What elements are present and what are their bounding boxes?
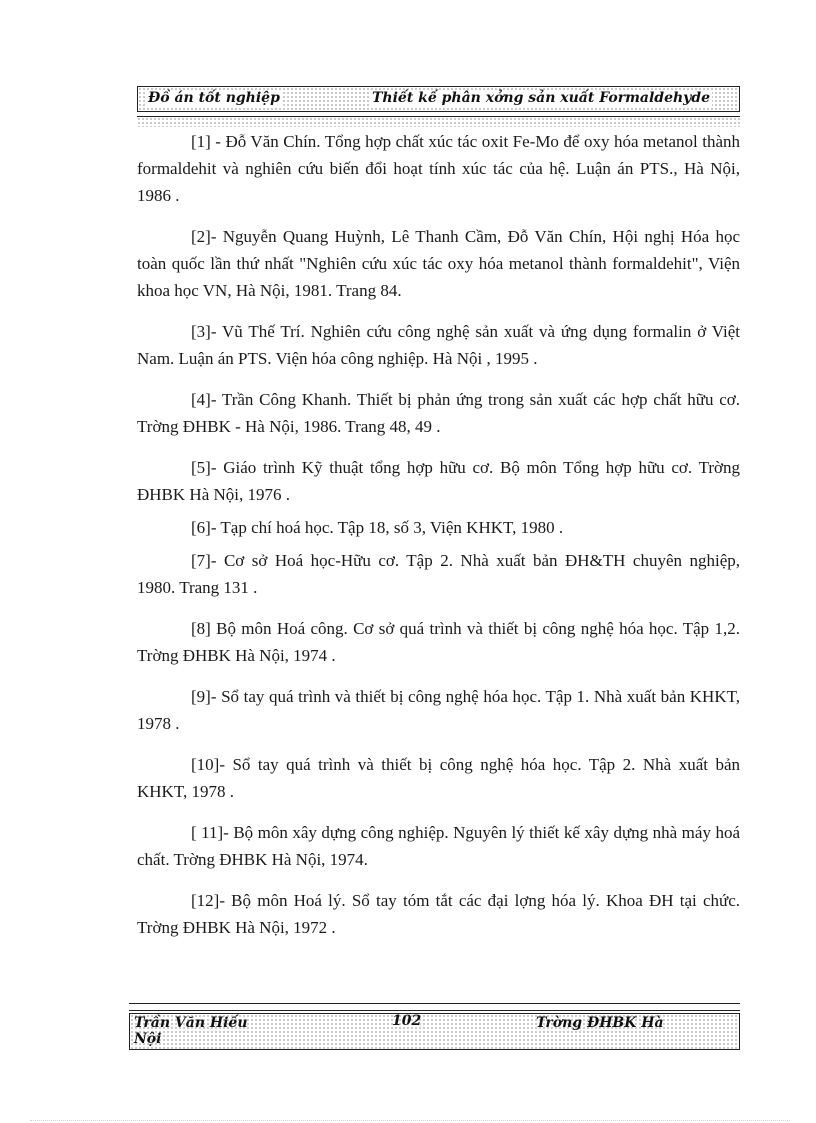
footer-rule <box>129 1003 740 1011</box>
header-document-type: Đồ án tốt nghiệp <box>148 90 280 106</box>
page-header <box>137 86 740 112</box>
footer-school: Trờng ĐHBK Hà <box>536 1015 664 1031</box>
reference-item: [10]- Sổ tay quá trình và thiết bị công nghệ hóa học. Tập 2. Nhà xuất bản KHKT, 1978 . <box>137 755 740 801</box>
reference-list <box>137 128 740 941</box>
reference-item: [ 11]- Bộ môn xây dựng công nghiệp. Nguyên lý thiết kế xây dựng nhà máy hoá chất. Trờng ĐHBK Hà Nội, 1974. <box>137 823 740 869</box>
header-rule <box>137 116 740 127</box>
reference-item: [4]- Trần Công Khanh. Thiết bị phản ứng trong sản xuất các hợp chất hữu cơ. Trờng ĐHBK - Hà Nội, 1986. Trang 48, 49 . <box>137 390 740 436</box>
reference-item: [5]- Giáo trình Kỹ thuật tổng hợp hữu cơ. Bộ môn Tổng hợp hữu cơ. Trờng ĐHBK Hà Nội, 1976 . <box>137 458 740 504</box>
reference-item: [12]- Bộ môn Hoá lý. Sổ tay tóm tắt các đại lợng hóa lý. Khoa ĐH tại chức. Trờng ĐHBK Hà Nội, 1972 . <box>137 891 740 937</box>
header-document-title: Thiết kế phân xởng sản xuất Formaldehyde <box>372 90 711 106</box>
reference-item: [6]- Tạp chí hoá học. Tập 18, số 3, Viện KHKT, 1980 . <box>191 518 564 537</box>
reference-item: [1] - Đỗ Văn Chín. Tổng hợp chất xúc tác oxit Fe-Mo để oxy hóa metanol thành formaldehit và nghiên cứu biến đổi hoạt tính xúc tác của hệ. Luận án PTS., Hà Nội, 1986 . <box>137 132 740 205</box>
reference-item: [8] Bộ môn Hoá công. Cơ sở quá trình và thiết bị công nghệ hóa học. Tập 1,2. Trờng ĐHBK Hà Nội, 1974 . <box>137 619 740 665</box>
footer-school-continued: Nội <box>134 1031 162 1047</box>
footer-author: Trần Văn Hiếu <box>134 1015 248 1031</box>
reference-item: [7]- Cơ sở Hoá học-Hữu cơ. Tập 2. Nhà xuất bản ĐH&TH chuyên nghiệp, 1980. Trang 131 . <box>137 551 740 597</box>
page-number: 102 <box>392 1013 422 1029</box>
reference-item: [9]- Sổ tay quá trình và thiết bị công nghệ hóa học. Tập 1. Nhà xuất bản KHKT, 1978 . <box>137 687 740 733</box>
reference-item: [2]- Nguyễn Quang Huỳnh, Lê Thanh Cầm, Đỗ Văn Chín, Hội nghị Hóa học toàn quốc lần thứ nhất "Nghiên cứu xúc tác oxy hóa metanol thành formaldehit", Viện khoa học VN, Hà Nội, 1981. Trang 84. <box>137 227 740 300</box>
page-footer <box>129 1013 740 1050</box>
reference-item: [3]- Vũ Thế Trí. Nghiên cứu công nghệ sản xuất và ứng dụng formalin ở Việt Nam. Luận án PTS. Viện hóa công nghiệp. Hà Nội , 1995 . <box>137 322 740 368</box>
